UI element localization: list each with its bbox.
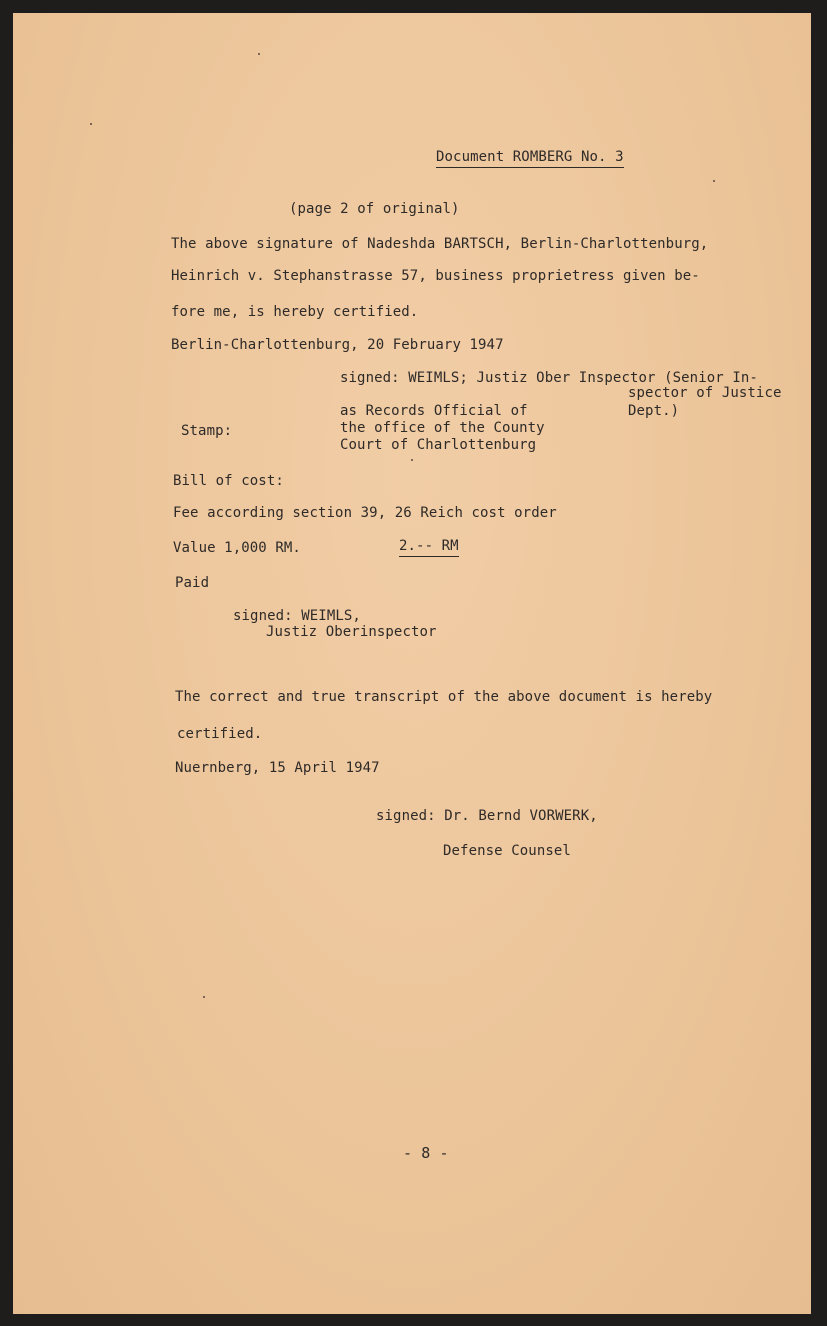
paid-label: Paid <box>175 575 210 591</box>
paper-speck <box>258 53 260 55</box>
certification-signed: signed: Dr. Bernd VORWERK, <box>376 808 598 824</box>
fee-amount: 2.-- RM <box>399 538 459 557</box>
fee-line: Fee according section 39, 26 Reich cost order <box>173 505 557 521</box>
page-note: (page 2 of original) <box>289 201 460 217</box>
bill-of-cost-label: Bill of cost: <box>173 473 284 489</box>
paper-speck <box>203 996 205 998</box>
paragraph-line: fore me, is hereby certified. <box>171 304 419 320</box>
signed-line: signed: WEIMLS; Justiz Ober Inspector (Senior In- <box>340 370 758 386</box>
paragraph-line: The above signature of Nadeshda BARTSCH, Berlin-Charlottenburg, <box>171 236 709 252</box>
value-label: Value 1,000 RM. <box>173 540 301 556</box>
certification-line: The correct and true transcript of the above document is hereby <box>175 689 713 705</box>
title-continuation: spector of Justice <box>628 385 782 401</box>
certification-line: certified. <box>177 726 263 742</box>
official-line: the office of the County <box>340 420 545 436</box>
paper-speck <box>713 180 715 182</box>
official-line: as Records Official of <box>340 403 528 419</box>
document-page <box>13 13 811 1314</box>
stamp-label: Stamp: <box>181 423 233 439</box>
page-number: - 8 - <box>403 1144 449 1162</box>
title-continuation: Dept.) <box>628 403 680 419</box>
place-date: Berlin-Charlottenburg, 20 February 1947 <box>171 337 504 353</box>
costs-signed: signed: WEIMLS, <box>233 608 361 624</box>
costs-signer-title: Justiz Oberinspector <box>266 624 437 640</box>
paper-speck <box>90 123 92 125</box>
document-reference: Document ROMBERG No. 3 <box>436 149 624 168</box>
certification-place-date: Nuernberg, 15 April 1947 <box>175 760 380 776</box>
certification-role: Defense Counsel <box>443 843 571 859</box>
paper-speck <box>411 459 413 461</box>
official-line: Court of Charlottenburg <box>340 437 537 453</box>
paragraph-line: Heinrich v. Stephanstrasse 57, business proprietress given be- <box>171 268 700 284</box>
